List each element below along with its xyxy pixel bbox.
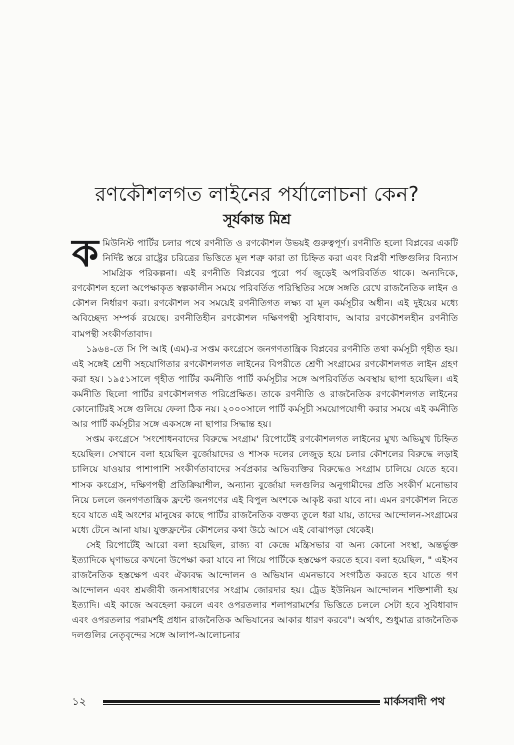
article-author: সূর্যকান্ত মিশ্র — [223, 212, 291, 228]
paragraph-2: ১৯৬৪-তে সি পি আই (এম)-র সপ্তম কংগ্রেসে জনগণতান্ত্রিক বিপ্লবের রণনীতি তথা কর্মসূচী গৃহীত হয়। এই সঙ্গেই শ্রেণী সহযোগিতার রণকৌশলগত লাইনের বিপরীতে শ্রেণী সংগ্রামের রণকৌশলগত লাইন গ্রহণ করা হয়। ১৯৫১সালে গৃহীত পার্টির কর্মনীতি পার্টি কর্মসূচীর সঙ্গে অপরিবর্তিত অবস্থায় ছাপা হয়েছিল। এই কর্মনীতি ছিলো পার্টির রণকৌশলগত পরিপ্রেক্ষিত। তাকে রণনীতি ও রাজনৈতিক রণকৌশলগত লাইনের কোনোটিরই সঙ্গে গুলিয়ে ফেলা ঠিক নয়। ২০০০সালে পার্টি কর্মসূচী সময়োপযোগী করার সময়ে এই কর্মনীতি আর পার্টি কর্মসূচীর সঙ্গে একসঙ্গে না ছাপার সিদ্ধান্ত হয়। — [72, 343, 458, 431]
paragraph-1 — [72, 231, 458, 342]
footer-rule — [103, 700, 380, 703]
paragraph-1-text: মিউনিস্ট পার্টির চলার পথে রণনীতি ও রণকৌশল উভয়ই গুরুত্বপূর্ণ। রণনীতি হলো বিপ্লবের একটি নির্দিষ্ট স্তরে রাষ্ট্রের চরিত্রের ভিত্তিতে মূল শত্রু কারা তা চিহ্নিত করা এবং বিপ্লবী শক্তিগুলির বিন্যাস সামগ্রিক পরিকল্পনা। এই রণনীতি বিপ্লবের পুরো পর্ব জুড়েই অপরিবর্তিত থাকে। অন্যদিকে, রণকৌশল হলো অপেক্ষাকৃত স্বল্পকালীন সময়ে পরিবর্তিত পরিস্থিতির সঙ্গে সঙ্গতি রেখে রাজনৈতিক লাইন ও কৌশল নির্ধারণ করা। রণকৌশল সব সময়েই রণনীতিগত লক্ষ্য বা মূল কর্মসূচীর অধীন। এই দুইয়ের মধ্যে অবিচ্ছেদ্য সম্পর্ক রয়েছে। রণনীতিহীন রণকৌশল দক্ষিণপন্থী সুবিধাবাদ, আবার রণকৌশলহীন রণনীতি বামপন্থী সংকীর্ণতাবাদ। — [72, 238, 458, 340]
paragraph-3: সপ্তম কংগ্রেসে 'সংশোধনবাদের বিরুদ্ধে সংগ্রাম' রিপোর্টেই রণকৌশলগত লাইনের মুখ্য অভিমুখ চিহ্নিত হয়েছিল। সেখানে বলা হয়েছিল বুর্জোয়াদের ও শাসক দলের লেজুড় হয়ে চলার কৌশলের বিরুদ্ধে লড়াই চালিয়ে যাওয়ার পাশাপাশি সংকীর্ণতাবাদের সর্বপ্রকার অভিব্যক্তির বিরুদ্ধেও সংগ্রাম চালিয়ে যেতে হবে। শাসক কংগ্রেস, দক্ষিণপন্থী প্রতিক্রিয়াশীল, অন্যান্য বুর্জোয়া দলগুলির অনুগামীদের প্রতি সংকীর্ণ মনোভাব নিয়ে চললে জনগণতান্ত্রিক ফ্রন্টে জনগণের এই বিপুল অংশকে আকৃষ্ট করা যাবে না। এমন রণকৌশল নিতে হবে যাতে এই অংশের মানুষের কাছে পার্টির রাজনৈতিক বক্তব্য তুলে ধরা যায়, তাদের আন্দোলন-সংগ্রামের মধ্যে টেনে আনা যায়। যুক্তফ্রন্টের কৌশলের কথা উঠে আসে এই বোঝাপড়া থেকেই। — [72, 434, 458, 536]
article-title: রণকৌশলগত লাইনের পর্যালোচনা কেন? — [94, 182, 420, 207]
drop-cap: ক — [72, 231, 99, 275]
journal-name: মার্কসবাদী পথ — [384, 695, 445, 708]
article-body — [72, 231, 458, 644]
paragraph-4: সেই রিপোর্টেই আরো বলা হয়েছিল, রাজ্য বা কেন্দ্রে মন্ত্রিসভার বা অন্য কোনো সংস্থা, অন্তর্ভুক্ত ইত্যাদিকে ঘৃণাভরে কখনো উপেক্ষা করা যাবে না গিয়ে পার্টিকে হস্তক্ষেপ করতে হবে। বলা হয়েছিল, " এইসব রাজনৈতিক হস্তক্ষেপ এবং ঐক্যবদ্ধ আন্দোলন ও অভিযান এমনভাবে সংগঠিত করতে হবে যাতে গণ আন্দোলন এবং শ্রমজীবী জনসাধারণের সংগ্রাম জোরদার হয়। ট্রেড ইউনিয়ন আন্দোলন শক্তিশালী হয় ইত্যাদি। এই কাজে অবহেলা করলে এবং ওপরতলার শলাপরামর্শের ভিত্তিতে চললে সেটা হবে সুবিধাবাদ এবং ওপরতলার পরামর্শই প্রধান রাজনৈতিক অভিযানের আকার ধারণ করবে"। অর্থাৎ, শুধুমাত্র রাজনৈতিক দলগুলির নেতৃবৃন্দের সঙ্গে আলাপ-আলোচনার — [72, 539, 458, 642]
page-number: ১২ — [72, 695, 87, 708]
